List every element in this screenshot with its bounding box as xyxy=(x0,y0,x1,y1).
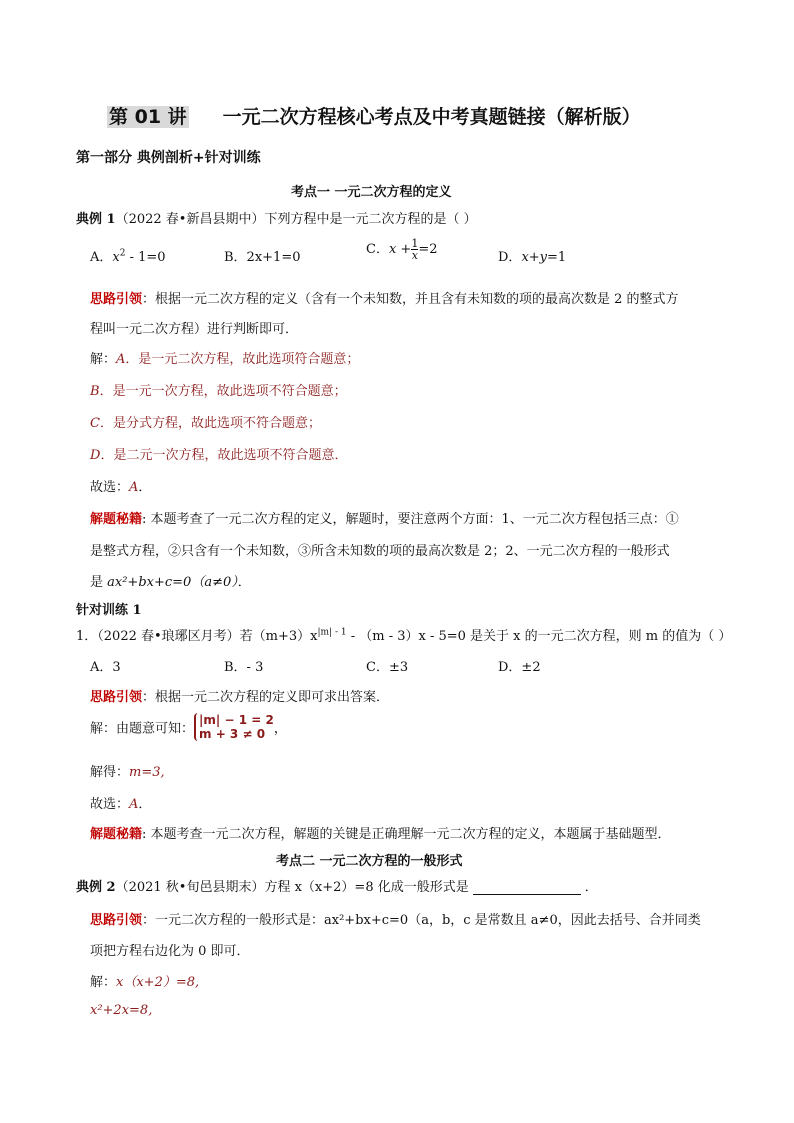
example-1-text: （2022 春•新昌县期中）下列方程中是一元二次方程的是（ ） xyxy=(115,212,477,227)
example-2-solution-line2: x²+2x=8, xyxy=(90,1003,153,1018)
example-1-options xyxy=(0,236,794,266)
page-title xyxy=(107,102,641,129)
training-1-hint: 思路引领：根据一元二次方程的定义即可求出答案． xyxy=(90,690,390,705)
solution-a: 解：A．是一元二次方程，故此选项符合题意； xyxy=(90,352,360,367)
example-1-label: 典例 1 xyxy=(76,212,116,227)
example-1-secret-line3: 是 ax²+bx+c=0（a≠0）． xyxy=(90,575,251,590)
training-1-option-c: C．±3 xyxy=(366,660,409,675)
example-2-question: 典例 2（2021 秋•旬邑县期末）方程 x（x+2）=8 化成一般形式是 ． xyxy=(76,880,598,895)
training-1-question: 1．（2022 春•琅琊区月考）若$(m+3)x^{|m| - 1} - (m - 3)x - 5=0$ 是关于 x 的一元二次方程，则 m 的值为（ ） xyxy=(76,627,732,644)
training-1-option-d: D．±2 xyxy=(498,660,541,675)
training-1-option-a: A．3 xyxy=(90,660,121,675)
training-1-label: 针对训练 1 xyxy=(76,603,142,618)
example-2-solution-line1: 解：x（x+2）=8, xyxy=(90,975,200,990)
solution-d: D．是二元一次方程，故此选项不符合题意． xyxy=(90,448,348,463)
example-1-question xyxy=(76,208,477,227)
option-d: D．x+y=1 xyxy=(498,250,567,265)
section-heading-1: 考点一 一元二次方程的定义 xyxy=(291,185,452,200)
example-2-hint-line2: 项把方程右边化为 0 即可． xyxy=(90,944,250,959)
example-2-hint-line1: 思路引领：一元二次方程的一般形式是：ax²+bx+c=0（a，b，c 是常数且 a≠0，因此去括号、合并同类 xyxy=(90,913,701,928)
part-title: 第一部分 典例剖析+针对训练 xyxy=(76,150,261,166)
training-1-solve: 解得：m=3, xyxy=(90,765,165,780)
section-heading-2: 考点二 一元二次方程的一般形式 xyxy=(276,854,463,869)
answer-blank[interactable] xyxy=(473,882,581,895)
training-1-option-b: B．- 3 xyxy=(224,660,264,675)
example-1-hint-line2: 程叫一元二次方程）进行判断即可． xyxy=(90,322,299,337)
example-1-hint-line1: 思路引领：根据一元二次方程的定义（含有一个未知数，并且含有未知数的项的最高次数是 2 的整式方 xyxy=(90,292,679,307)
example-1-answer: 故选：A． xyxy=(90,480,152,495)
training-1-secret: 解题秘籍: 本题考查一元二次方程，解题的关键是正确理解一元二次方程的定义，本题属于基础题型． xyxy=(90,827,671,842)
equation-system: |m| − 1 = 2 m + 3 ≠ 0 xyxy=(194,713,274,741)
training-1-solution: 解：由题意可知： |m| − 1 = 2 m + 3 ≠ 0 ， xyxy=(90,713,287,741)
solution-b: B．是一元一次方程，故此选项不符合题意； xyxy=(90,384,347,399)
option-a: A．$x^2 - 1=0$ xyxy=(90,248,166,265)
example-1-secret-line1: 解题秘籍: 本题考查了一元二次方程的定义，解题时，要注意两个方面：1、一元二次方程包括三点：① xyxy=(90,512,679,527)
lecture-title: 一元二次方程核心考点及中考真题链接（解析版） xyxy=(222,106,641,128)
solution-c: C．是分式方程，故此选项不符合题意； xyxy=(90,416,321,431)
training-1-answer: 故选：A． xyxy=(90,797,152,812)
option-b: B．2x+1=0 xyxy=(224,250,301,265)
fraction: $\frac{1}{x}$ xyxy=(411,237,419,262)
lecture-number: 第 01 讲 xyxy=(109,106,187,128)
example-1-secret-line2: 是整式方程，②只含有一个未知数，③所含未知数的项的最高次数是 2；2、一元二次方程的一般形式 xyxy=(90,544,670,559)
option-c: C．x + $\frac{1}{x}$ =2 xyxy=(366,237,438,262)
